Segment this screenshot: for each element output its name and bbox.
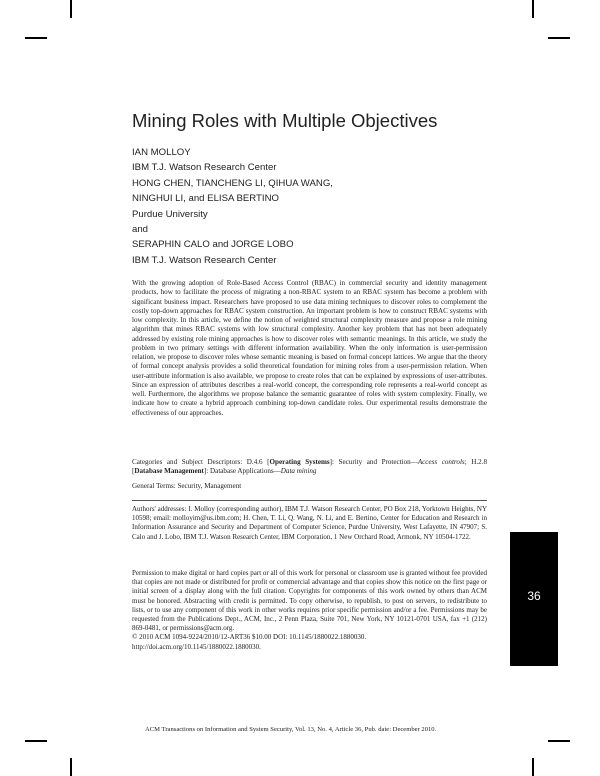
category-database-management: Database Management (134, 467, 204, 476)
journal-footer: ACM Transactions on Information and System Security, Vol. 13, No. 4, Article 36, Pub. date: December 2010. (145, 726, 437, 733)
author-line: HONG CHEN, TIANCHENG LI, QIHUA WANG, (132, 177, 333, 189)
article-title: Mining Roles with Multiple Objectives (132, 110, 438, 131)
affiliation-line: IBM T.J. Watson Research Center (132, 162, 277, 174)
categories-prefix: Categories and Subject Descriptors: D.4.6 [ (132, 458, 270, 466)
permission-text: Permission to make digital or hard copies part or all of this work for personal or classroom use is granted without fee provided that copies are not made or distributed for profit or commercial advantage and that copies show this notice on the first page or initial screen of a display along with the full citation. Copyrights for components of this work owned by others than ACM must be honored. Abstracting with credit is permitted. To copy otherwise, to republish, to post on servers, to redistribute to lists, or to use any component of this work in other works requires prior specific permission and/or a fee. Permissions may be requested from the Publications Dept., ACM, Inc., 2 Penn Plaza, Suite 701, New York, NY 10121-0701 USA, fax +1 (212) 869-0481, or permissions@acm.org. (132, 569, 487, 633)
page-number: 36 (527, 589, 541, 603)
authors-addresses: Authors' addresses: I. Molloy (corresponding author), IBM T.J. Watson Research Center, PO Box 218, Yorktown Heights, NY 10598; email: molloyim@us.ibm.com; H. Chen, T. Li, Q. Wang, N. Li, and E. Bertino, Center for Education and Research in Information Assurance and Security and Department of Computer Science, Purdue University, West Lafayette, IN 47907; S. Calo and J. Lobo, IBM T.J. Watson Research Center, IBM Corporation, 1 New Orchard Road, Armonk, NY 10504-1722. (132, 505, 487, 541)
affiliation-line: IBM T.J. Watson Research Center (132, 254, 277, 266)
crop-mark-top-left-vertical (70, 0, 72, 18)
category-data-mining: Data mining (280, 467, 317, 476)
crop-mark-bottom-left-horizontal (25, 740, 47, 742)
author-line: NINGHUI LI, and ELISA BERTINO (132, 193, 279, 205)
crop-mark-bottom-right-horizontal (548, 740, 570, 742)
categories-text: ]: Database Applications— (203, 467, 281, 476)
crop-mark-top-right-horizontal (548, 37, 570, 39)
abstract-paragraph: With the growing adoption of Role-Based Access Control (RBAC) in commercial security and identity management products, how to facilitate the process of migrating a non-RBAC system to an RBAC system has become a problem with significant business impact. Researchers have proposed to use data mining techniques to discover roles to complement the costly top-down approaches for RBAC system construction. An important problem is how to construct RBAC systems with low complexity. In this article, we define the notion of weighted structural complexity measure and propose a role mining algorithm that mines RBAC systems with low structural complexity. Another key problem that has not been adequately addressed by existing role mining approaches is how to discover roles with semantic meanings. In this article, we study the problem in two primary settings with different information availability. When the only information is user-permission relation, we propose to discover roles whose semantic meaning is based on formal concept lattices. We argue that the theory of formal concept analysis provides a solid theoretical foundation for mining roles from a user-permission relation. When user-attribute information is also available, we propose to create roles that can be explained by expressions of user-attributes. Since an expression of attributes describes a real-world concept, the corresponding role represents a real-world concept as well. Furthermore, the algorithms we propose balance the semantic guarantee of roles with system complexity. Finally, we indicate how to create a hybrid approach combining top-down candidate roles. Our experimental results demonstrate the effectiveness of our approaches. (132, 279, 487, 417)
crop-mark-bottom-right-vertical (532, 758, 534, 776)
categories-text: ; H.2.8 [ (132, 458, 487, 476)
crop-mark-bottom-left-vertical (70, 758, 72, 776)
footnote-divider (132, 500, 487, 501)
copyright-line: © 2010 ACM 1094-9224/2010/12-ART36 $10.00 DOI: 10.1145/1880022.1880030. (132, 633, 367, 642)
crop-mark-top-left-horizontal (25, 37, 47, 39)
category-access-controls: Access controls (417, 458, 465, 466)
author-line: SERAPHIN CALO and JORGE LOBO (132, 239, 294, 251)
doi-link[interactable]: http://doi.acm.org/10.1145/1880022.1880030. (132, 642, 261, 651)
affiliation-line: Purdue University (132, 208, 208, 220)
category-operating-systems: Operating Systems (269, 458, 330, 466)
general-terms: General Terms: Security, Management (132, 482, 242, 490)
categories-text: ]: Security and Protection— (329, 458, 418, 466)
author-conjunction: and (132, 224, 149, 236)
permission-notice (132, 569, 487, 652)
page-number-tab (510, 532, 558, 666)
author-block (132, 145, 512, 268)
crop-mark-top-right-vertical (532, 0, 534, 18)
categories-descriptors (132, 458, 487, 477)
author-line: IAN MOLLOY (132, 147, 191, 158)
